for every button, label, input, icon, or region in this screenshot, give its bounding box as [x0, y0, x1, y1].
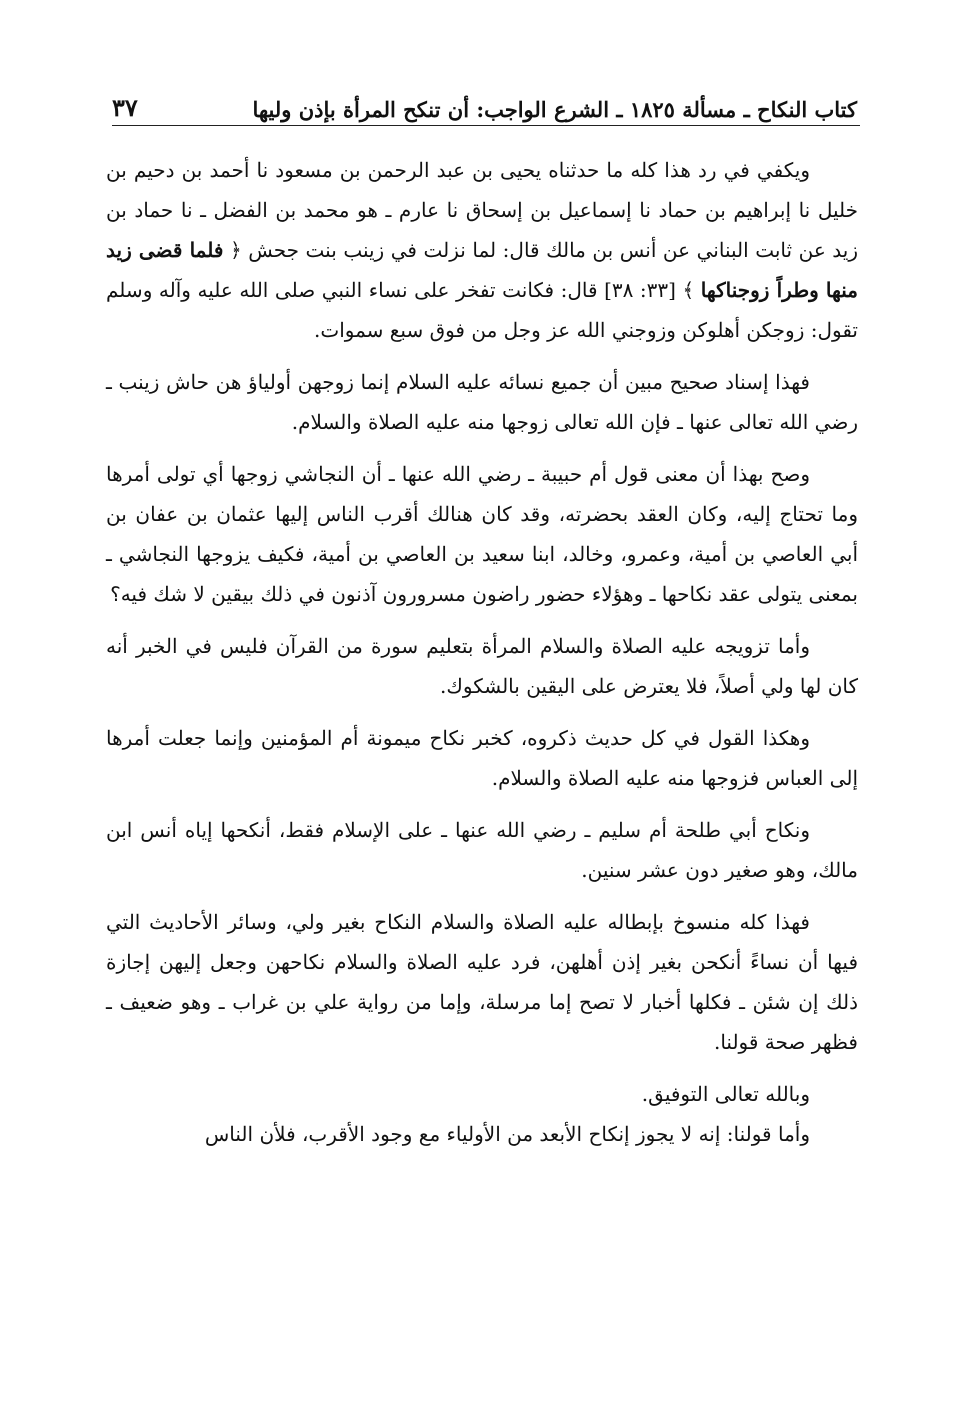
paragraph: وصح بهذا أن معنى قول أم حبيبة ـ رضي الله عنها ـ أن النجاشي زوجها أي تولى أمرها وما تحتاج إليه، وكان العقد بحضرته، وقد كان هنالك أقرب الناس إليها عثمان بن عفان بن أبي العاصي بن أمية، وعمرو، وخالد، ابنا سعيد بن العاصي بن أمية، فكيف يزوجها النجاشي ـ بمعنى يتولى عقد نكاحها ـ وهؤلاء حضور راضون مسرورون آذنون في ذلك بيقين لا شك فيه؟ — [106, 462, 858, 606]
running-title: كتاب النكاح ـ مسألة ١٨٢٥ ـ الشرع الواجب: أن تنكح المرأة بإذن وليها — [252, 97, 857, 122]
quran-open-bracket: ﴿ — [229, 238, 242, 262]
page-number: ٣٧ — [112, 93, 138, 122]
paragraph-hadith-zaynab — [106, 150, 858, 350]
paragraph-text: [٣٣: ٣٨] قال: فكانت تفخر على نساء النبي صلى الله عليه وآله وسلم تقول: زوجكن أهلوكن وزوجني الله عز وجل من فوق سبع سموات. — [106, 278, 858, 342]
paragraph: وهكذا القول في كل حديث ذكروه، كخبر نكاح ميمونة أم المؤمنين وإنما جعلت أمرها إلى العباس فزوجها منه عليه الصلاة والسلام. — [106, 726, 858, 790]
paragraph: فهذا كله منسوخ بإبطاله عليه الصلاة والسلام النكاح بغير ولي، وسائر الأحاديث التي فيها أن نساءً أنكحن بغير إذن أهلهن، فرد عليه الصلاة والسلام نكاحهن وجعل إليهن إجازة ذلك إن شئن ـ فكلها أخبار لا تصح إما مرسلة، وإما من رواية علي بن غراب ـ وهو ضعيف ـ فظهر صحة قولنا. — [106, 910, 858, 1054]
paragraph: وأما قولنا: إنه لا يجوز إنكاح الأبعد من الأولياء مع وجود الأقرب، فلأن الناس — [204, 1122, 810, 1146]
quran-close-bracket: ﴾ — [682, 278, 695, 302]
paragraph-closing-formula: وبالله تعالى التوفيق. — [641, 1082, 810, 1106]
header-divider — [112, 125, 860, 126]
paragraph: وأما تزويجه عليه الصلاة والسلام المرأة بتعليم سورة من القرآن فليس في الخبر أنه كان لها ولي أصلاً، فلا يعترض على اليقين بالشكوك. — [106, 634, 858, 698]
paragraph: فهذا إسناد صحيح مبين أن جميع نسائه عليه السلام إنما زوجهن أولياؤ هن حاش زينب ـ رضي الله تعالى عنها ـ فإن الله تعالى زوجها منه عليه الصلاة والسلام. — [106, 370, 858, 434]
paragraph-text: ويكفي في رد هذا كله ما حدثناه يحيى بن عبد الرحمن بن مسعود نا أحمد بن دحيم بن خليل نا إبراهيم بن حماد نا إسماعيل بن إسحاق نا عارم ـ هو محمد بن الفضل ـ نا حماد بن زيد عن ثابت البناني عن أنس بن مالك قال: لما نزلت في زينب بنت جحش — [106, 158, 859, 262]
quran-verse: فلما قضى زيد منها وطراً زوجناكها — [106, 238, 858, 302]
body-text — [106, 150, 858, 1154]
page-header — [112, 78, 857, 122]
paragraph: ونكاح أبي طلحة أم سليم ـ رضي الله عنها ـ على الإسلام فقط، أنكحها إياه أنس ابن مالك، وهو صغير دون عشر سنين. — [106, 818, 858, 882]
